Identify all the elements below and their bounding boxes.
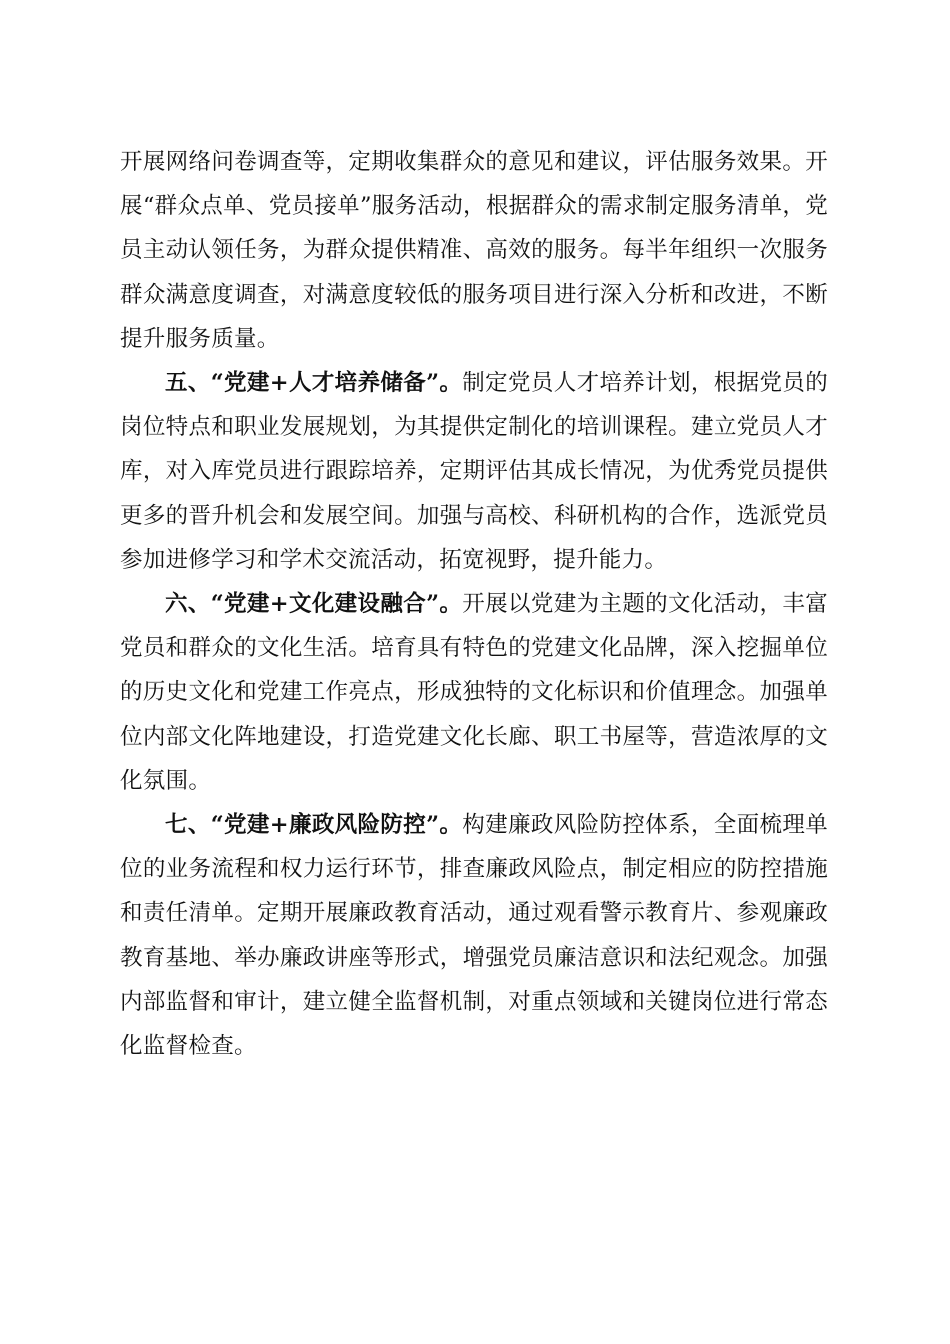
document-page xyxy=(120,140,828,1068)
paragraph-section-5 xyxy=(120,361,828,582)
paragraph-text: 开展网络问卷调查等，定期收集群众的意见和建议，评估服务效果。开展“群众点单、党员接单”服务活动，根据群众的需求制定服务清单，党员主动认领任务，为群众提供精准、高效的服务。每半年组织一次服务群众满意度调查，对满意度较低的服务项目进行深入分析和改进，不断提升服务质量。 xyxy=(120,149,828,352)
paragraph-section-7 xyxy=(120,803,828,1068)
paragraph-text: 构建廉政风险防控体系，全面梳理单位的业务流程和权力运行环节，排查廉政风险点，制定相应的防控措施和责任清单。定期开展廉政教育活动，通过观看警示教育片、参观廉政教育基地、举办廉政讲座等形式，增强党员廉洁意识和法纪观念。加强内部监督和审计，建立健全监督机制，对重点领域和关键岗位进行常态化监督检查。 xyxy=(120,812,829,1060)
paragraph-text: 制定党员人才培养计划，根据党员的岗位特点和职业发展规划，为其提供定制化的培训课程。建立党员人才库，对入库党员进行跟踪培养，定期评估其成长情况，为优秀党员提供更多的晋升机会和发展空间。加强与高校、科研机构的合作，选派党员参加进修学习和学术交流活动，拓宽视野，提升能力。 xyxy=(120,370,829,573)
section-heading: 五、“党建+人才培养储备”。 xyxy=(165,370,463,397)
paragraph-text: 开展以党建为主题的文化活动，丰富党员和群众的文化生活。培育具有特色的党建文化品牌，深入挖掘单位的历史文化和党建工作亮点，形成独特的文化标识和价值理念。加强单位内部文化阵地建设，打造党建文化长廊、职工书屋等，营造浓厚的文化氛围。 xyxy=(120,591,829,794)
paragraph-continued xyxy=(120,140,828,361)
paragraph-section-6 xyxy=(120,582,828,803)
section-heading: 六、“党建+文化建设融合”。 xyxy=(165,591,463,618)
section-heading: 七、“党建+廉政风险防控”。 xyxy=(165,812,463,839)
